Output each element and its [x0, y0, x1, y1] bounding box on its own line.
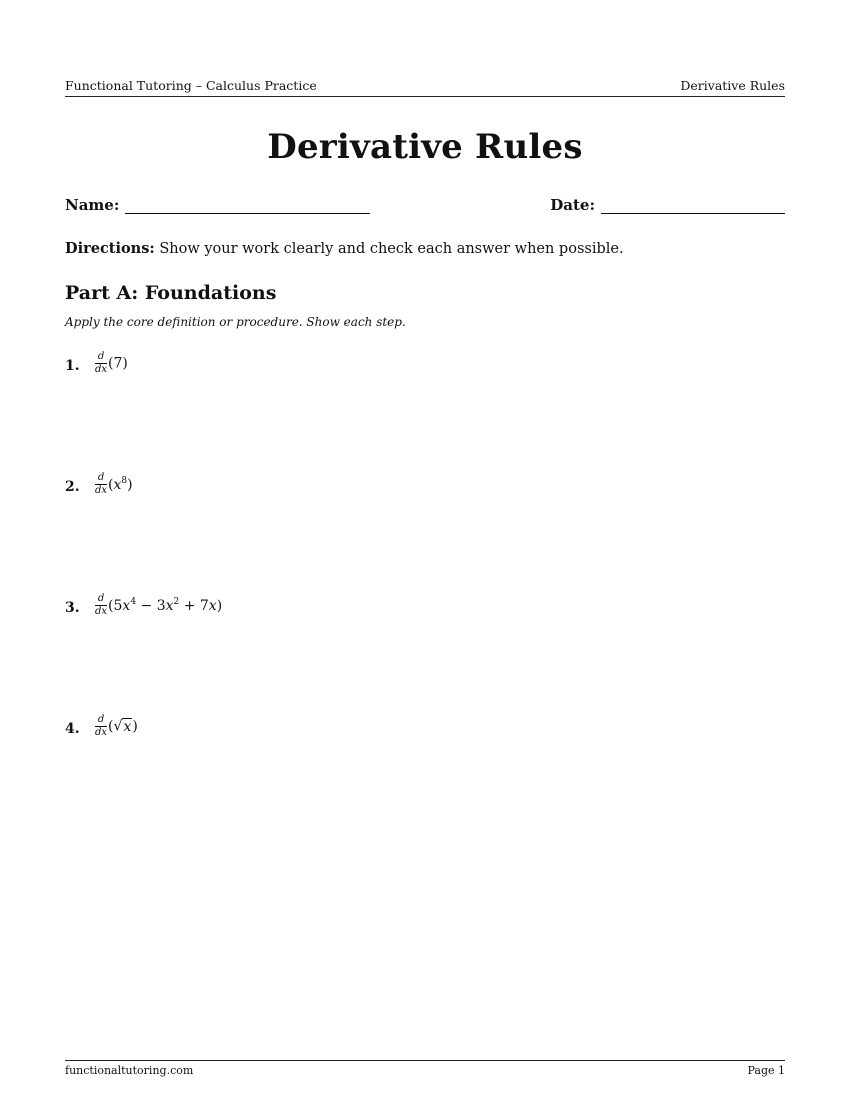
derivative-operator: $\frac{d}{dx}$: [95, 351, 108, 375]
problem-number: 3.: [65, 600, 80, 616]
problem-expression: [95, 473, 133, 496]
problem-expression: [95, 594, 222, 617]
problem-expression: [95, 352, 128, 375]
derivative-operator: $\frac{d}{dx}$: [95, 714, 108, 738]
date-blank-line[interactable]: [601, 199, 785, 214]
date-field: [550, 196, 785, 214]
directions: [65, 240, 624, 257]
date-label: Date:: [550, 196, 595, 214]
expression-body: (√x): [108, 718, 138, 735]
problem-number: 1.: [65, 358, 80, 374]
section-title: Part A: Foundations: [65, 282, 277, 304]
expression-body: $(x^8)$: [108, 476, 133, 493]
name-field: [65, 196, 370, 214]
page-header: [65, 78, 785, 97]
problem-number: 4.: [65, 721, 80, 737]
derivative-operator: $\frac{d}{dx}$: [95, 472, 108, 496]
footer-page-number: Page 1: [747, 1064, 785, 1077]
footer-website: functionaltutoring.com: [65, 1064, 194, 1077]
header-right-text: Derivative Rules: [680, 78, 785, 93]
directions-text: Show your work clearly and check each answer when possible.: [159, 241, 624, 257]
expression-body: $(5x^4 - 3x^2 + 7x)$: [108, 597, 223, 614]
name-label: Name:: [65, 196, 120, 214]
expression-body: (7): [108, 355, 128, 372]
page-title: Derivative Rules: [267, 127, 583, 167]
problem-number: 2.: [65, 479, 80, 495]
derivative-operator: $\frac{d}{dx}$: [95, 593, 108, 617]
name-blank-line[interactable]: [125, 199, 370, 214]
page-footer: [65, 1060, 785, 1079]
name-date-row: [65, 196, 785, 218]
header-left-text: Functional Tutoring – Calculus Practice: [65, 78, 317, 93]
directions-label: Directions:: [65, 240, 155, 257]
problem-expression: [95, 715, 138, 738]
section-subtitle: Apply the core definition or procedure. Show each step.: [65, 315, 406, 329]
